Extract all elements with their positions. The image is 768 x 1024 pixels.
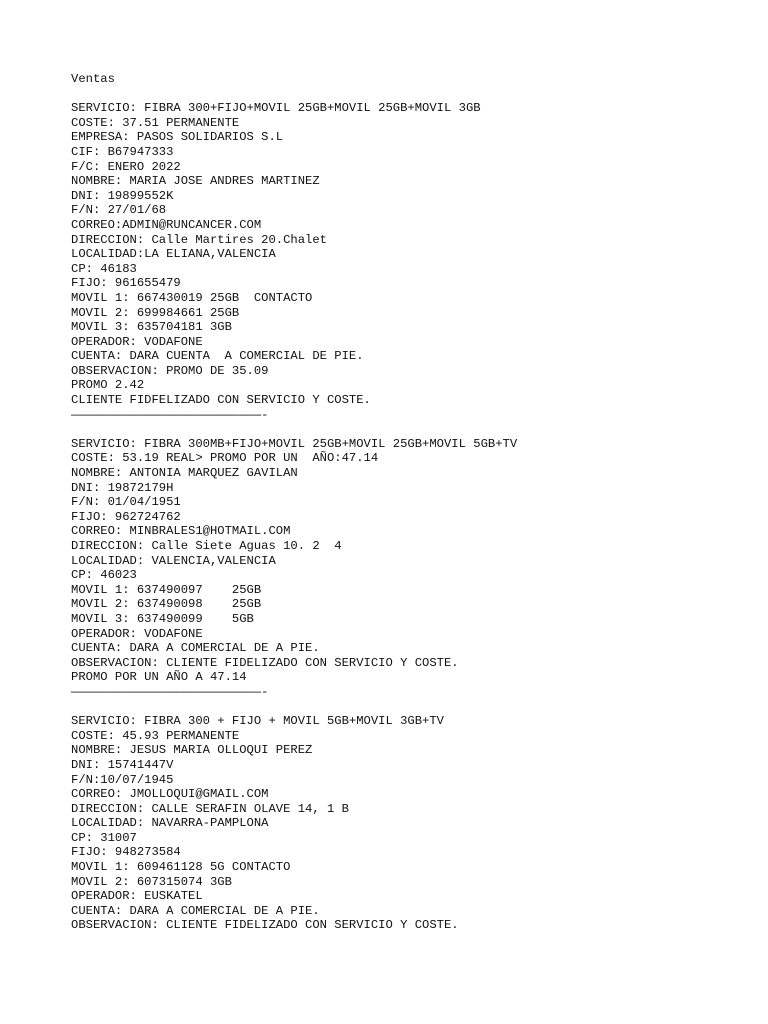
record-line: CORREO: MINBRALES1@HOTMAIL.COM [71, 524, 291, 539]
record-line: DNI: 19872179H [71, 480, 174, 495]
document-page [71, 72, 751, 933]
record-line: CUENTA: DARA A COMERCIAL DE A PIE. [71, 641, 320, 656]
record-line: MOVIL 1: 637490097 25GB [71, 582, 262, 597]
record-line: OPERADOR: VODAFONE [71, 334, 203, 349]
record-line: DIRECCION: Calle Siete Aguas 10. 2 4 [71, 539, 342, 553]
record-line: CUENTA: DARA CUENTA A COMERCIAL DE PIE. [71, 349, 364, 364]
record-line: CLIENTE FIDFELIZADO CON SERVICIO Y COSTE. [71, 393, 371, 408]
record-line: DNI: 15741447V [71, 757, 174, 772]
record-line: MOVIL 2: 699984661 25GB [71, 305, 240, 320]
records-container [71, 101, 751, 933]
record-line: NOMBRE: ANTONIA MARQUEZ GAVILAN [71, 466, 298, 481]
record-line: LOCALIDAD:LA ELIANA,VALENCIA [71, 247, 276, 262]
record-line: OBSERVACION: CLIENTE FIDELIZADO CON SERVICIO Y COSTE. [71, 655, 459, 670]
record-line: CP: 46023 [71, 568, 137, 583]
record-line: FIJO: 962724762 [71, 509, 181, 524]
document-title: Ventas [71, 72, 115, 86]
record-line: CORREO:ADMIN@RUNCANCER.COM [71, 217, 262, 232]
record-line: FIJO: 948273584 [71, 845, 181, 860]
record-line: FIJO: 961655479 [71, 276, 181, 291]
record-line: PROMO POR UN AÑO A 47.14 [71, 670, 247, 685]
record-line: MOVIL 3: 635704181 3GB [71, 320, 232, 335]
record-line: MOVIL 2: 607315074 3GB [71, 874, 232, 889]
record-line: ——————————————————————————- [71, 407, 269, 422]
sales-record [71, 714, 751, 933]
record-line: CP: 31007 [71, 830, 137, 845]
record-line: OPERADOR: EUSKATEL [71, 889, 203, 904]
record-line: LOCALIDAD: NAVARRA-PAMPLONA [71, 816, 269, 831]
record-line: CIF: B67947333 [71, 144, 174, 159]
record-line: DIRECCION: CALLE SERAFIN OLAVE 14, 1 B [71, 801, 349, 816]
record-line: OBSERVACION: PROMO DE 35.09 [71, 363, 269, 378]
record-line: DNI: 19899552K [71, 188, 174, 203]
record-line: MOVIL 2: 637490098 25GB [71, 597, 262, 612]
record-line: NOMBRE: MARIA JOSE ANDRES MARTINEZ [71, 174, 320, 189]
record-line: PROMO 2.42 [71, 378, 145, 393]
sales-record [71, 437, 751, 700]
record-line: CUENTA: DARA A COMERCIAL DE A PIE. [71, 903, 320, 918]
record-line: EMPRESA: PASOS SOLIDARIOS S.L [71, 130, 284, 145]
record-line: COSTE: 37.51 PERMANENTE [71, 115, 240, 130]
record-line: SERVICIO: FIBRA 300 + FIJO + MOVIL 5GB+MOVIL 3GB+TV [71, 714, 444, 729]
record-line: LOCALIDAD: VALENCIA,VALENCIA [71, 553, 276, 568]
record-line: MOVIL 3: 637490099 5GB [71, 611, 254, 626]
record-line: NOMBRE: JESUS MARIA OLLOQUI PEREZ [71, 743, 313, 758]
record-line: MOVIL 1: 609461128 5G CONTACTO [71, 860, 291, 875]
record-line: DIRECCION: Calle Martires 20.Chalet [71, 232, 327, 247]
record-line: OBSERVACION: CLIENTE FIDELIZADO CON SERVICIO Y COSTE. [71, 918, 459, 933]
record-line: F/N:10/07/1945 [71, 772, 174, 787]
record-line: MOVIL 1: 667430019 25GB CONTACTO [71, 290, 313, 305]
record-line: COSTE: 45.93 PERMANENTE [71, 728, 240, 743]
record-line: CORREO: JMOLLOQUI@GMAIL.COM [71, 787, 269, 802]
record-line: F/N: 01/04/1951 [71, 495, 181, 510]
sales-record [71, 101, 751, 422]
record-line: CP: 46183 [71, 261, 137, 276]
record-line: SERVICIO: FIBRA 300+FIJO+MOVIL 25GB+MOVIL 25GB+MOVIL 3GB [71, 101, 481, 116]
record-line: COSTE: 53.19 REAL> PROMO POR UN AÑO:47.14 [71, 451, 379, 466]
record-line: F/N: 27/01/68 [71, 203, 167, 218]
record-line: ——————————————————————————- [71, 684, 269, 699]
record-line: SERVICIO: FIBRA 300MB+FIJO+MOVIL 25GB+MOVIL 25GB+MOVIL 5GB+TV [71, 436, 518, 451]
record-line: F/C: ENERO 2022 [71, 159, 181, 174]
record-line: OPERADOR: VODAFONE [71, 626, 203, 641]
